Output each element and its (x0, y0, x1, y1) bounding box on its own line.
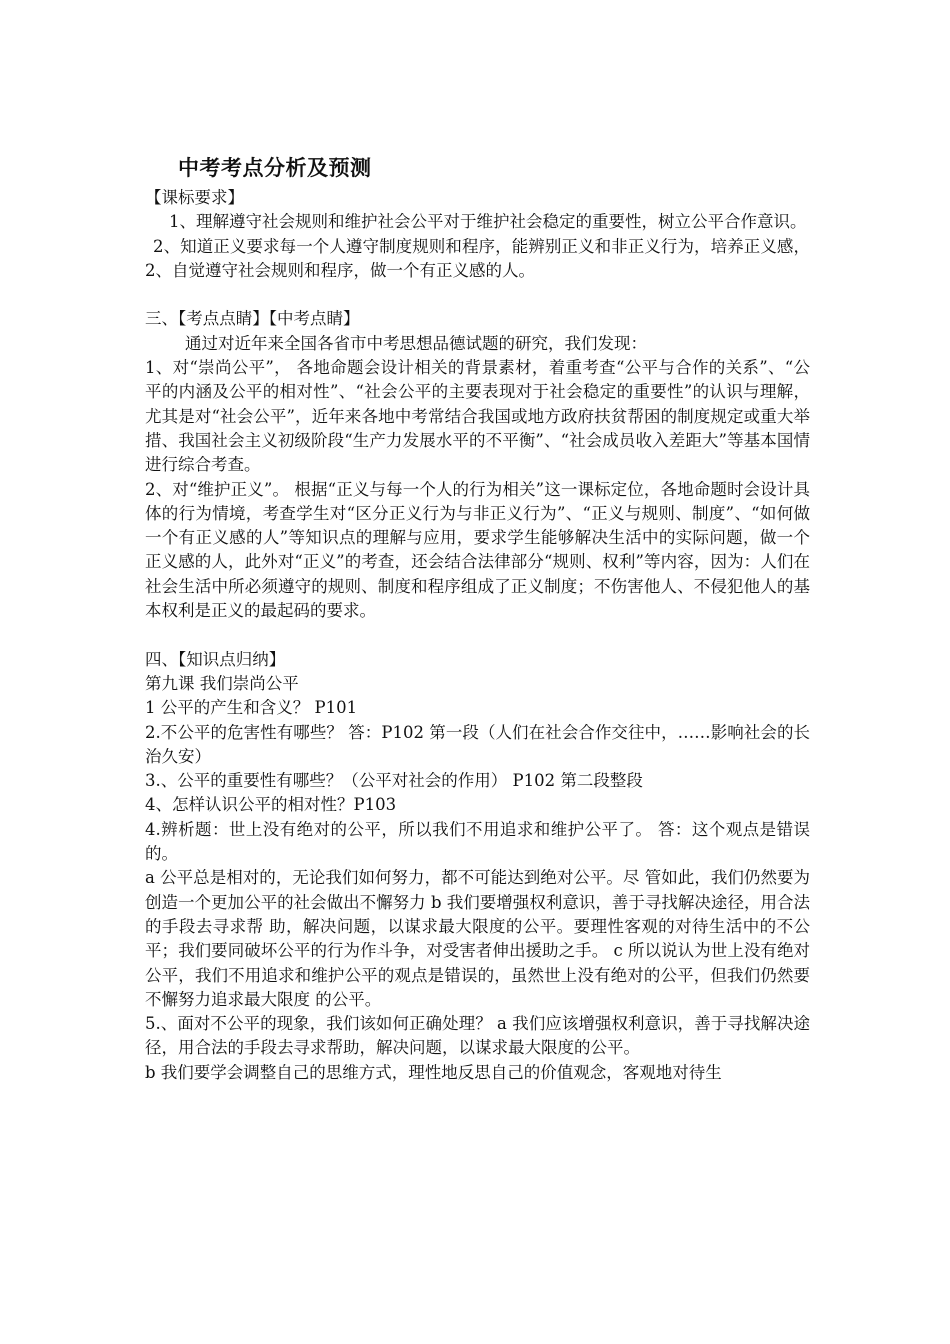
kaodian-paragraph-1: 1、对“崇尚公平”， 各地命题会设计相关的背景素材，着重考查“公平与合作的关系”、“公平的内涵及公平的相对性”、“社会公平的主要表现对于社会稳定的重要性”的认识与理解，尤其是对“社会公平”，近年来各地中考常结合我国或地方政府扶贫帮困的制度规定或重大举措、我国社会主义初级阶段“生产力发展水平的不平衡”、“社会成员收入差距大”等基本国情进行综合考查。 (145, 358, 810, 475)
kaodian-paragraph-2: 2、对“维护正义”。 根据“正义与每一个人的行为相关”这一课标定位，各地命题时会设计具体的行为情境，考查学生对“区分正义行为与非正义行为”、“正义与规则、制度”、“如何做一个有正义感的人”等知识点的理解与应用，要求学生能够解决生活中的实际问题，做一个正义感的人，此外对“正义”的考查，还会结合法律部分“规则、权利”等内容，因为：人们在社会生活中所必须遵守的规则、制度和程序组成了正义制度；不伤害他人、不侵犯他人的基本权利是正义的最起码的要求。 (145, 479, 810, 621)
document-page (145, 150, 810, 1085)
knowledge-item: 1 公平的产生和含义？ P101 (145, 698, 358, 718)
document-title: 中考考点分析及预测 (178, 156, 372, 180)
kebiao-paragraph-1: 1、理解遵守社会规则和维护社会公平对于维护社会稳定的重要性，树立公平合作意识。 (169, 212, 807, 232)
kaodian-intro: 通过对近年来全国各省市中考思想品德试题的研究，我们发现： (185, 333, 647, 353)
knowledge-item: 5.、面对不公平的现象，我们该如何正确处理？ a 我们应该增强权利意识，善于寻找解决途径，用合法的手段去寻求帮助，解决问题，以谋求最大限度的公平。 (145, 1014, 810, 1058)
lesson-title: 第九课 我们崇尚公平 (145, 673, 299, 693)
blank-line (145, 283, 810, 307)
knowledge-item: 3.、公平的重要性有哪些？（公平对社会的作用） P102 第二段整段 (145, 771, 643, 791)
knowledge-item: 4.辨析题：世上没有绝对的公平，所以我们不用追求和维护公平了。 答：这个观点是错误的。 (145, 819, 810, 864)
knowledge-item: 4、怎样认识公平的相对性？P103 (145, 795, 397, 815)
knowledge-item: b 我们要学会调整自己的思维方式，理性地反思自己的价值观念，客观地对待生 (145, 1062, 722, 1082)
section-heading-kebiao: 【课标要求】 (145, 188, 244, 207)
section-heading-zhishi: 四、【知识点归纳】 (145, 649, 286, 669)
kebiao-paragraph-2: 2、知道正义要求每一个人遵守制度规则和程序，能辨别正义和非正义行为，培养正义感，2、自觉遵守社会规则和程序，做一个有正义感的人。 (145, 236, 810, 280)
knowledge-item: 2.不公平的危害性有哪些？ 答：P102 第一段（人们在社会合作交往中，……影响社会的长治久安） (145, 722, 810, 766)
section-heading-kaodian: 三、【考点点睛】【中考点睛】 (145, 309, 360, 329)
knowledge-item: a 公平总是相对的，无论我们如何努力，都不可能达到绝对公平。尽 管如此，我们仍然要为创造一个更加公平的社会做出不懈努力 b 我们要增强权利意识，善于寻找解决途径，用合法的手段去寻求帮 助，解决问题，以谋求最大限度的公平。要理性客观的对待生活中的不公平；我们要同破坏公平的行为作斗争，对受害者伸出援助之手。 c 所以说认为世上没有绝对公平，我们不用追求和维护公平的观点是错误的，虽然世上没有绝对的公平，但我们仍然要不懈努力追求最大限度 的公平。 (145, 868, 810, 1009)
blank-line (145, 623, 810, 647)
